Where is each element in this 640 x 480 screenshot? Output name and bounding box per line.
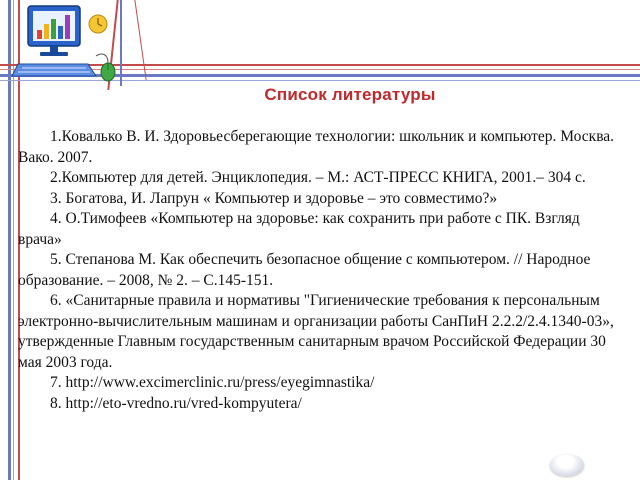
reference-item: 3. Богатова, И. Лапрун « Компьютер и здоровье – это совместимо?»	[50, 189, 498, 207]
vertical-red-thin-stripe	[134, 0, 146, 80]
reference-item: 6. «Санитарные правила и нормативы "Гигиенические требования к персональным электронно-вычислительным машинам и организации работы СанПиН 2.2.2/2.4.1340-03», утвержденные Главным государственным санитарным врачом Российской Федерации 30 мая 2003 года.	[18, 292, 614, 371]
reference-item: 2.Компьютер для детей. Энциклопедия. – М.: АСТ-ПРЕСС КНИГА, 2001.– 304 с.	[50, 169, 586, 186]
reference-link[interactable]: 8. http://eto-vredno.ru/vred-kompyutera/	[50, 394, 302, 412]
page-title: Список литературы	[264, 85, 436, 104]
computer-illustration-icon	[10, 2, 128, 88]
reference-item: 5. Степанова М. Как обеспечить безопасное общение с компьютером. // Народное образование. – 2008, № 2. – С.145-151.	[18, 251, 591, 289]
reference-item: 1.Ковалько В. И. Здоровьесберегающие технологии: школьник и компьютер. Москва. Вако. 2007.	[18, 128, 615, 166]
reference-link[interactable]: 7. http://www.excimerclinic.ru/press/eyegimnastika/	[50, 374, 375, 391]
oval-button-icon[interactable]	[550, 454, 584, 476]
reference-item: 4. О.Тимофеев «Компьютер на здоровье: как сохранить при работе с ПК. Взгляд врача»	[18, 210, 580, 248]
reference-list	[18, 127, 618, 414]
